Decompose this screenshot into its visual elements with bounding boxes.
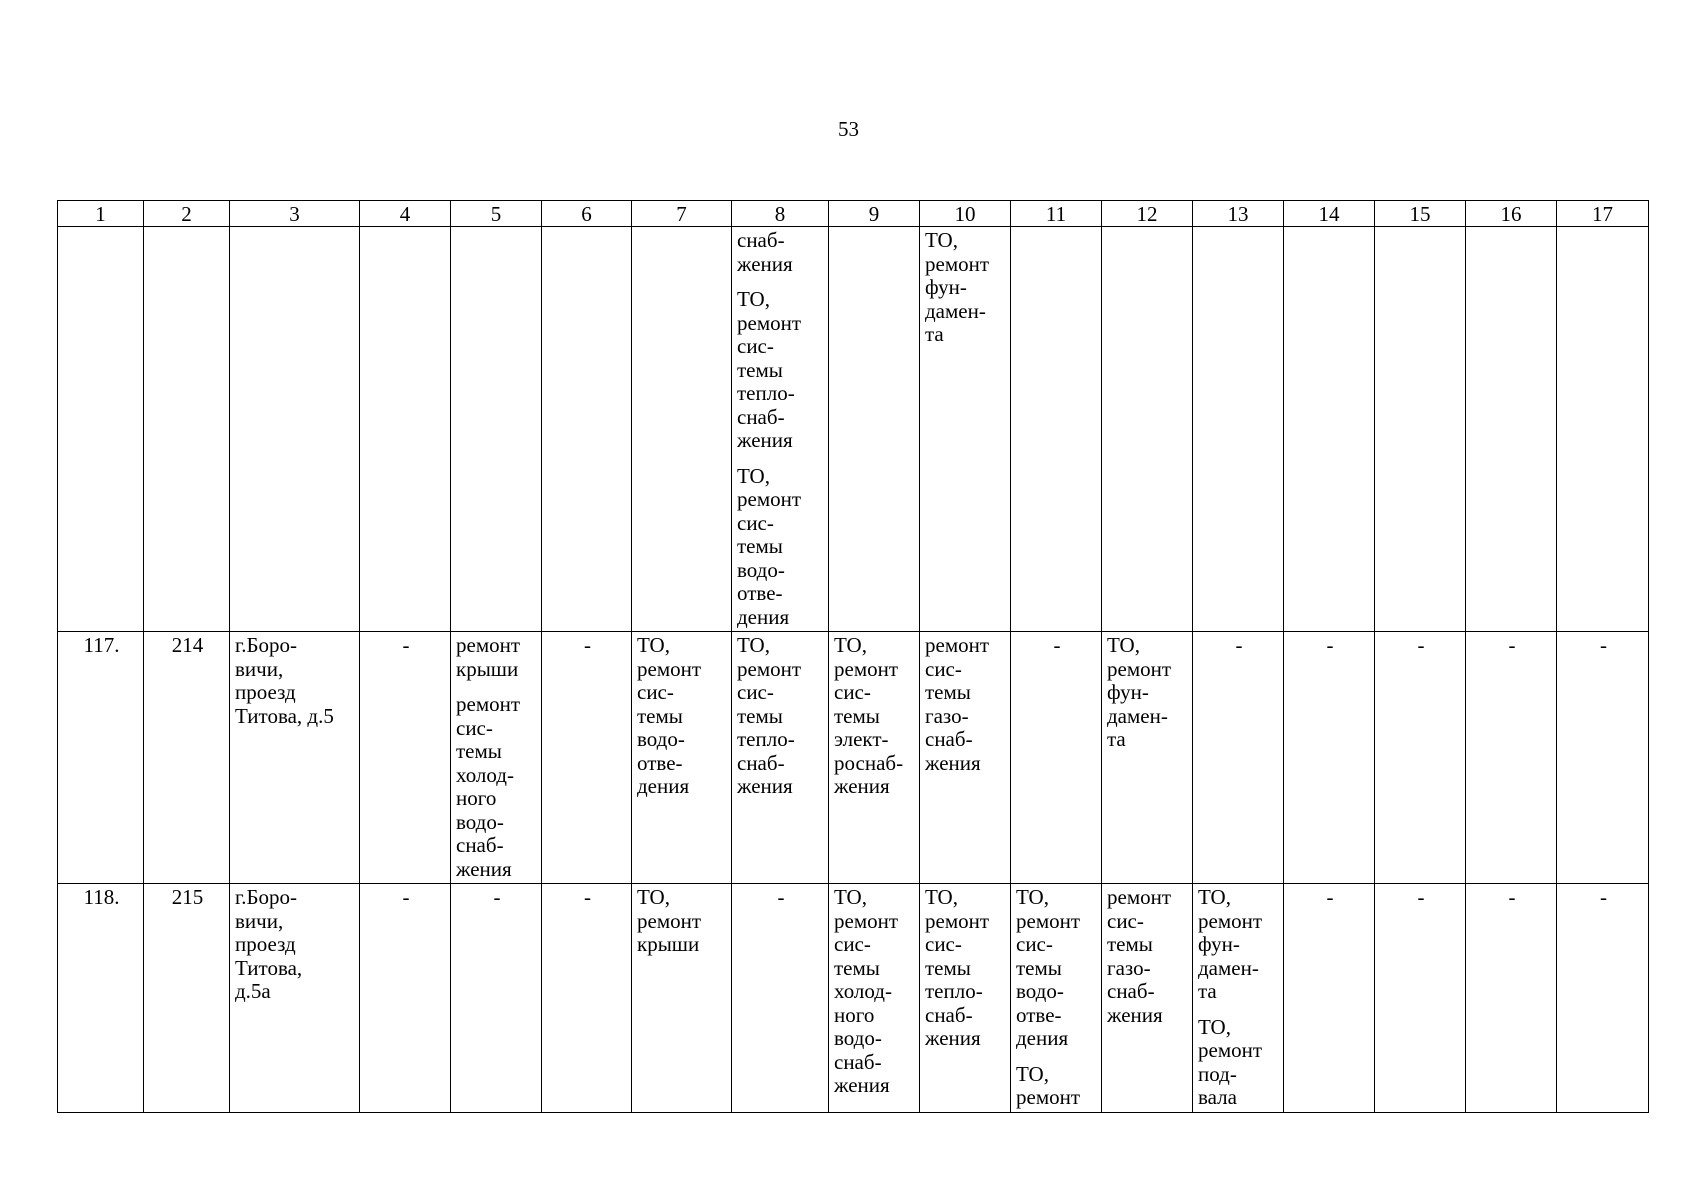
table-cell xyxy=(1011,227,1102,632)
cell-entry xyxy=(1198,1016,1280,1110)
cell-line: ного xyxy=(834,1002,875,1027)
cell-entry xyxy=(925,634,1007,775)
column-header-13: 13 xyxy=(1193,201,1284,227)
cell-line: тепло- xyxy=(737,727,795,751)
column-header-10: 10 xyxy=(920,201,1011,227)
cell-line: ремонт xyxy=(737,487,802,511)
table-cell xyxy=(230,227,360,632)
column-header-4: 4 xyxy=(360,201,451,227)
cell-line: дамен- xyxy=(925,298,986,323)
column-header-11: 11 xyxy=(1011,201,1102,227)
table-cell xyxy=(1011,884,1102,1113)
cell-line: жения xyxy=(456,856,512,881)
cell-line: сис- xyxy=(834,680,871,704)
cell-line: ТО, xyxy=(925,885,958,909)
cell-line: снаб- xyxy=(834,1049,882,1074)
cell-line: снаб- xyxy=(737,750,785,775)
cell-line: вичи, xyxy=(235,908,284,933)
cell-line: вичи, xyxy=(235,656,284,681)
cell-line: водо- xyxy=(737,557,785,582)
table-row xyxy=(58,884,1649,1113)
table-cell: 215 xyxy=(144,884,230,1113)
cell-line: холод- xyxy=(456,762,514,787)
table-cell xyxy=(230,884,360,1113)
table-cell xyxy=(732,227,829,632)
cell-line: под- xyxy=(1198,1061,1237,1086)
column-header-15: 15 xyxy=(1375,201,1466,227)
cell-line: ТО, xyxy=(637,885,670,909)
table-cell: - xyxy=(1466,632,1557,884)
cell-line: темы xyxy=(925,955,971,980)
cell-line: ТО, xyxy=(1016,1061,1049,1086)
cell-line: газо- xyxy=(1107,955,1151,980)
cell-line: отве- xyxy=(637,750,683,775)
column-header-6: 6 xyxy=(542,201,632,227)
cell-line: жения xyxy=(925,1026,981,1050)
cell-line: водо- xyxy=(834,1026,882,1050)
cell-line: сис- xyxy=(456,715,493,740)
cell-line: темы xyxy=(1016,955,1062,980)
cell-line: жения xyxy=(737,428,793,452)
cell-line: отве- xyxy=(737,581,783,605)
column-header-17: 17 xyxy=(1557,201,1649,227)
cell-line: та xyxy=(1107,727,1126,751)
cell-line: ремонт xyxy=(1107,885,1172,909)
table-cell: 214 xyxy=(144,632,230,884)
cell-line: тепло- xyxy=(925,979,983,1003)
cell-line: крыши xyxy=(637,932,700,956)
table-cell xyxy=(632,884,732,1113)
cell-line: проезд xyxy=(235,680,296,704)
cell-line: жения xyxy=(834,1073,890,1097)
cell-line: снаб- xyxy=(925,727,973,751)
cell-line: темы xyxy=(1107,932,1153,956)
cell-entry xyxy=(1107,886,1189,1027)
table-cell xyxy=(920,884,1011,1113)
cell-line: элект- xyxy=(834,727,889,751)
cell-line: Титова, xyxy=(235,955,303,980)
cell-line: сис- xyxy=(1107,908,1144,933)
cell-line: ТО, xyxy=(1107,633,1140,657)
cell-line: та xyxy=(1198,979,1217,1003)
cell-line: фун- xyxy=(1198,932,1240,956)
cell-line: вала xyxy=(1198,1085,1237,1109)
cell-line: г.Боро- xyxy=(235,885,298,909)
cell-line: сис- xyxy=(925,932,962,956)
column-header-7: 7 xyxy=(632,201,732,227)
cell-line: та xyxy=(925,322,944,346)
cell-line: крыши xyxy=(456,656,519,681)
cell-line: водо- xyxy=(456,809,504,834)
cell-line: ремонт xyxy=(925,908,990,933)
cell-line: темы xyxy=(834,703,880,728)
cell-line: водо- xyxy=(637,727,685,751)
table-cell: - xyxy=(542,884,632,1113)
column-header-1: 1 xyxy=(58,201,144,227)
cell-line: фун- xyxy=(1107,680,1149,704)
cell-line: ремонт xyxy=(637,656,702,681)
cell-entry xyxy=(834,886,916,1098)
cell-line: ТО, xyxy=(737,633,770,657)
table-cell xyxy=(1557,227,1649,632)
cell-entry xyxy=(737,634,825,799)
column-header-5: 5 xyxy=(451,201,542,227)
cell-line: снаб- xyxy=(456,833,504,857)
cell-line: ремонт xyxy=(1198,908,1263,933)
table-cell xyxy=(732,632,829,884)
cell-line: ремонт xyxy=(737,656,802,681)
cell-entry xyxy=(925,886,1007,1051)
cell-line: Титова, д.5 xyxy=(235,703,334,728)
cell-line: газо- xyxy=(925,703,969,728)
cell-line: ТО, xyxy=(1198,885,1231,909)
table-cell xyxy=(920,632,1011,884)
cell-line: ремонт xyxy=(925,251,990,276)
table-cell xyxy=(920,227,1011,632)
table-cell xyxy=(1466,227,1557,632)
cell-entry xyxy=(834,634,916,799)
table-cell: - xyxy=(1011,632,1102,884)
cell-line: жения xyxy=(1107,1002,1163,1027)
cell-line: ремонт xyxy=(1016,1085,1081,1109)
table-cell: - xyxy=(1193,632,1284,884)
cell-line: темы xyxy=(834,955,880,980)
cell-entry xyxy=(1107,634,1189,752)
table-body xyxy=(58,227,1649,1113)
column-header-3: 3 xyxy=(230,201,360,227)
table-cell xyxy=(451,227,542,632)
cell-line: ТО, xyxy=(834,885,867,909)
cell-line: темы xyxy=(925,680,971,704)
cell-line: ремонт xyxy=(456,692,521,716)
cell-line: дения xyxy=(737,604,790,629)
cell-line: проезд xyxy=(235,932,296,956)
table-cell xyxy=(360,227,451,632)
cell-line: ТО, xyxy=(737,463,770,488)
table-cell: - xyxy=(360,884,451,1113)
cell-line: фун- xyxy=(925,275,967,299)
cell-line: холод- xyxy=(834,979,892,1003)
cell-entry xyxy=(737,229,825,276)
table-cell xyxy=(1193,884,1284,1113)
column-header-14: 14 xyxy=(1284,201,1375,227)
table-cell xyxy=(1102,884,1193,1113)
table-cell xyxy=(144,227,230,632)
cell-line: снаб- xyxy=(1107,979,1155,1003)
table-row xyxy=(58,227,1649,632)
cell-line: дения xyxy=(637,774,690,798)
cell-entry xyxy=(637,634,728,799)
cell-line: темы xyxy=(737,703,783,728)
cell-line: ТО, xyxy=(637,633,670,657)
cell-line: сис- xyxy=(737,510,774,535)
cell-entry xyxy=(637,886,728,957)
cell-line: ТО, xyxy=(1198,1014,1231,1039)
cell-line: ного xyxy=(456,786,497,810)
cell-line: ремонт xyxy=(925,633,990,657)
cell-entry xyxy=(235,634,356,728)
cell-line: г.Боро- xyxy=(235,633,298,657)
cell-line: ТО, xyxy=(1016,885,1049,909)
cell-line: ТО, xyxy=(737,287,770,311)
cell-line: снаб- xyxy=(925,1002,973,1027)
cell-entry xyxy=(1016,886,1098,1051)
table-cell xyxy=(829,884,920,1113)
cell-line: ремонт xyxy=(834,656,899,681)
cell-line: темы xyxy=(456,739,502,763)
table-cell xyxy=(1102,227,1193,632)
table-cell: 118. xyxy=(58,884,144,1113)
column-header-9: 9 xyxy=(829,201,920,227)
cell-line: ТО, xyxy=(925,228,958,252)
cell-line: водо- xyxy=(1016,979,1064,1003)
column-header-2: 2 xyxy=(144,201,230,227)
cell-line: темы xyxy=(737,534,783,558)
table-cell xyxy=(632,227,732,632)
table-cell: - xyxy=(1284,884,1375,1113)
table-cell xyxy=(1284,227,1375,632)
table-cell xyxy=(1375,227,1466,632)
cell-line: ремонт xyxy=(456,633,521,657)
cell-line: сис- xyxy=(834,932,871,956)
table-cell: - xyxy=(1466,884,1557,1113)
table-cell: - xyxy=(1557,884,1649,1113)
table-cell: - xyxy=(1375,632,1466,884)
cell-line: сис- xyxy=(737,334,774,358)
cell-line: жения xyxy=(834,774,890,798)
table-cell xyxy=(632,632,732,884)
table-cell xyxy=(829,227,920,632)
column-header-12: 12 xyxy=(1102,201,1193,227)
header-row xyxy=(58,201,1649,227)
table-cell xyxy=(451,632,542,884)
cell-line: сис- xyxy=(637,680,674,704)
cell-line: сис- xyxy=(737,680,774,704)
cell-line: ремонт xyxy=(637,908,702,933)
cell-line: жения xyxy=(925,750,981,775)
table-cell xyxy=(58,227,144,632)
table-cell: - xyxy=(360,632,451,884)
cell-line: ТО, xyxy=(834,633,867,657)
table-row xyxy=(58,632,1649,884)
cell-entry xyxy=(1198,886,1280,1004)
table-cell: - xyxy=(1375,884,1466,1113)
cell-line: отве- xyxy=(1016,1002,1062,1027)
column-header-8: 8 xyxy=(732,201,829,227)
table-cell: - xyxy=(451,884,542,1113)
table-cell: - xyxy=(1284,632,1375,884)
cell-entry xyxy=(737,465,825,630)
cell-line: темы xyxy=(737,357,783,382)
cell-line: сис- xyxy=(925,656,962,681)
cell-line: жения xyxy=(737,774,793,798)
cell-line: жения xyxy=(737,251,793,276)
table-cell xyxy=(1193,227,1284,632)
cell-line: дамен- xyxy=(1198,955,1259,980)
cell-line: темы xyxy=(637,703,683,728)
cell-line: ремонт xyxy=(1198,1038,1263,1062)
cell-entry xyxy=(235,886,356,1004)
table-cell xyxy=(829,632,920,884)
table-cell xyxy=(230,632,360,884)
table-cell: - xyxy=(542,632,632,884)
cell-line: д.5а xyxy=(235,979,271,1003)
cell-line: сис- xyxy=(1016,932,1053,956)
column-header-16: 16 xyxy=(1466,201,1557,227)
cell-line: ремонт xyxy=(737,310,802,335)
table-cell xyxy=(542,227,632,632)
table-cell: - xyxy=(1557,632,1649,884)
cell-entry xyxy=(456,634,538,681)
cell-entry xyxy=(737,288,825,453)
cell-line: ремонт xyxy=(1107,656,1172,681)
page-number: 53 xyxy=(838,117,859,141)
table-cell: - xyxy=(732,884,829,1113)
works-table xyxy=(57,200,1649,1113)
cell-line: снаб- xyxy=(737,404,785,429)
cell-line: ремонт xyxy=(1016,908,1081,933)
cell-line: роснаб- xyxy=(834,750,904,775)
cell-entry xyxy=(925,229,1007,347)
table-cell: 117. xyxy=(58,632,144,884)
cell-entry xyxy=(456,693,538,881)
cell-line: дения xyxy=(1016,1026,1069,1050)
cell-line: дамен- xyxy=(1107,703,1168,728)
cell-entry xyxy=(1016,1063,1098,1110)
cell-line: тепло- xyxy=(737,381,795,405)
table-cell xyxy=(1102,632,1193,884)
cell-line: ремонт xyxy=(834,908,899,933)
cell-line: снаб- xyxy=(737,228,785,252)
